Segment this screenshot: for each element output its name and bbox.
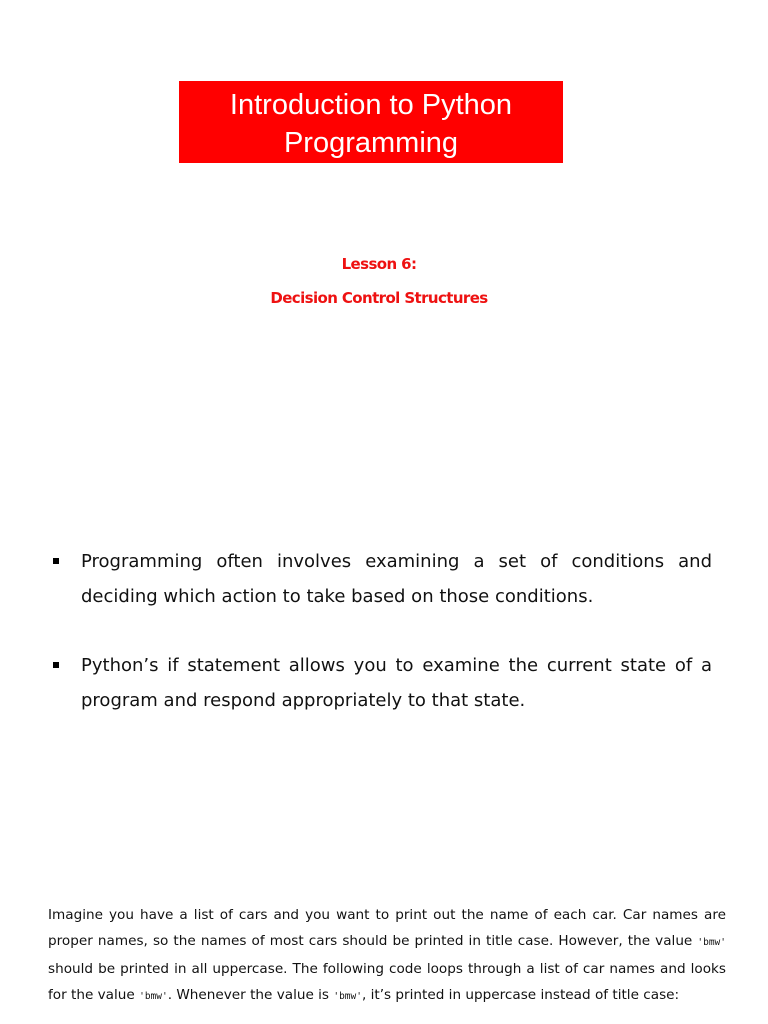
inline-code: 'bmw' — [139, 991, 168, 1002]
paragraph-text: , it’s printed in uppercase instead of title case: — [361, 987, 680, 1003]
lesson-number: Lesson 6: — [341, 255, 417, 273]
paragraph-text: Imagine you have a list of cars and you want to print out the name of each car. Car names are proper names, so the names of most cars should be printed in title case. However, the value — [48, 907, 726, 949]
bullet-item — [50, 649, 712, 718]
paragraph-text: should be printed in all uppercase. The following code loops through a list of car names and looks for the value — [48, 961, 726, 1003]
body-paragraph — [48, 902, 726, 1010]
title-line-2: Programming — [283, 127, 459, 159]
bullet-text: Programming often involves examining a set of conditions and deciding which action to take based on those conditions. — [81, 551, 712, 607]
lesson-topic: Decision Control Structures — [270, 289, 488, 307]
paragraph-text: . Whenever the value is — [167, 987, 334, 1003]
square-bullet-icon — [53, 662, 59, 668]
bullet-item — [50, 545, 712, 614]
bullet-list — [50, 545, 712, 753]
inline-code: 'bmw' — [333, 991, 362, 1002]
title-banner — [179, 81, 563, 163]
square-bullet-icon — [53, 558, 59, 564]
inline-code: 'bmw' — [697, 937, 726, 948]
title-line-1: Introduction to Python — [229, 89, 513, 121]
bullet-text: Python’s if statement allows you to examine the current state of a program and respond appropriately to that state. — [81, 655, 712, 711]
